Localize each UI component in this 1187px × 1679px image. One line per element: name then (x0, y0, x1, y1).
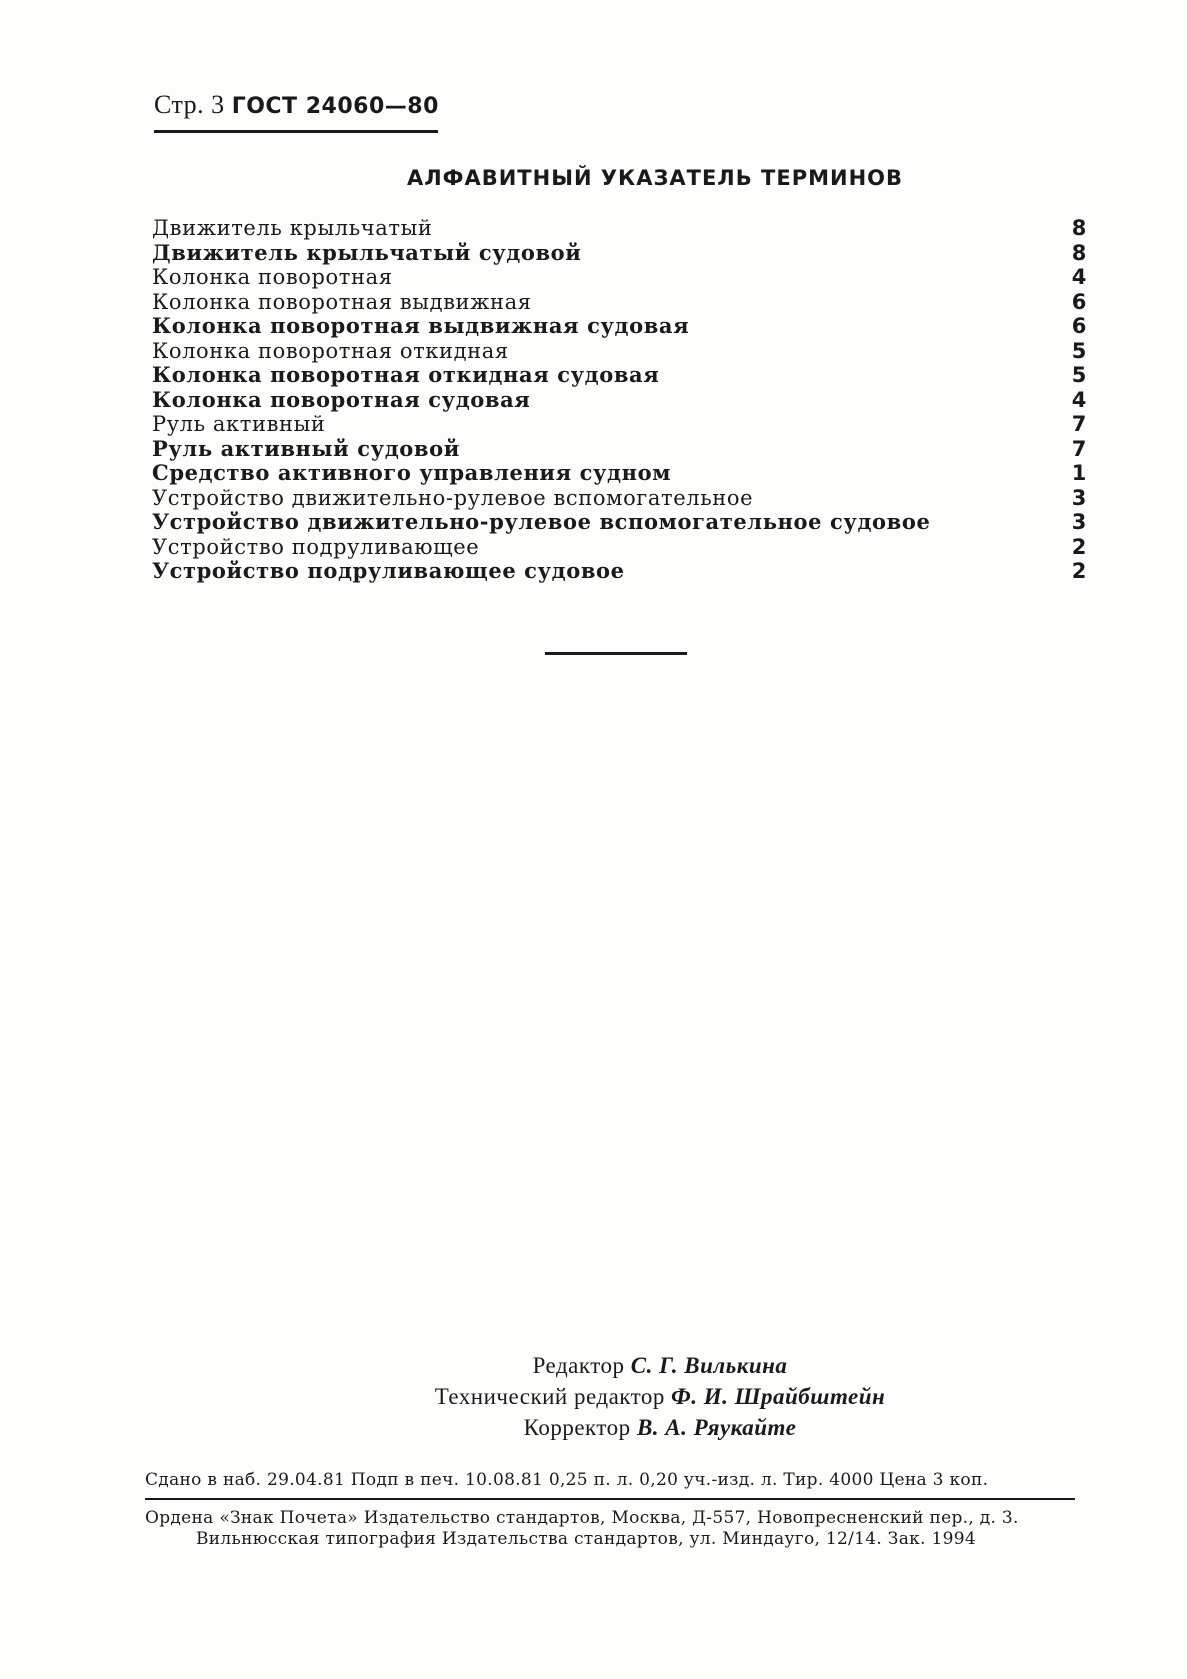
index-term: Колонка поворотная откидная (152, 338, 509, 363)
index-entry (152, 265, 1087, 290)
print-info: Сдано в наб. 29.04.81 Подп в печ. 10.08.81 0,25 п. л. 0,20 уч.-изд. л. Тир. 4000 Цена 3 коп. (145, 1470, 989, 1490)
credit-corrector (300, 1412, 1020, 1443)
index-entry (152, 437, 1087, 462)
index-term: Устройство движительно-рулевое вспомогательное (152, 485, 754, 510)
index-number: 8 (1071, 216, 1087, 240)
index-entry (152, 363, 1087, 388)
index-entry (152, 290, 1087, 315)
publisher-info: Ордена «Знак Почета» Издательство стандартов, Москва, Д-557, Новопресненский пер., д. 3. (145, 1508, 1019, 1528)
index-entry (152, 510, 1087, 535)
header-rule (154, 130, 438, 133)
credit-editor (300, 1350, 1020, 1381)
index-entry (152, 486, 1087, 511)
corrector-role: Корректор (523, 1415, 631, 1440)
printer-info: Вильнюсская типография Издательства стандартов, ул. Миндауго, 12/14. Зак. 1994 (196, 1529, 976, 1549)
index-term: Руль активный (152, 412, 326, 436)
index-term: Устройство движительно-рулевое вспомогательное судовое (152, 509, 931, 534)
editor-role: Редактор (532, 1353, 625, 1378)
index-term: Колонка поворотная судовая (152, 386, 531, 412)
tech-editor-name: Ф. И. Шрайбштейн (671, 1384, 886, 1409)
editor-name: С. Г. Вилькина (630, 1353, 788, 1378)
index-number: 2 (1071, 559, 1087, 583)
credit-tech-editor (300, 1381, 1020, 1412)
index-term: Движитель крыльчатый (152, 216, 433, 240)
index-term: Колонка поворотная выдвижная судовая (152, 313, 690, 338)
index-term: Устройство подруливающее судовое (152, 558, 625, 583)
imprint-rule (145, 1498, 1075, 1500)
index-number: 5 (1071, 363, 1087, 387)
index-number: 6 (1071, 314, 1087, 338)
index-entry (152, 388, 1087, 413)
index-term: Колонка поворотная (152, 265, 393, 289)
index-entry (152, 535, 1087, 560)
index-number: 6 (1071, 289, 1087, 314)
index-entry (152, 241, 1087, 266)
index-term: Устройство подруливающее (152, 534, 480, 559)
index-entry (152, 412, 1087, 437)
index-number: 2 (1071, 534, 1087, 559)
index-term: Средство активного управления судном (152, 460, 672, 485)
index-number: 3 (1071, 485, 1087, 510)
index-term: Колонка поворотная выдвижная (152, 289, 532, 314)
index-entry (152, 314, 1087, 339)
page-header (154, 90, 439, 120)
index-number: 4 (1071, 387, 1087, 412)
index-number: 5 (1071, 338, 1087, 363)
index-number: 7 (1071, 412, 1087, 436)
terms-index (152, 216, 1087, 584)
index-number: 4 (1071, 265, 1087, 289)
index-entry (152, 216, 1087, 241)
index-number: 8 (1071, 240, 1087, 265)
index-entry (152, 339, 1087, 364)
index-term: Колонка поворотная откидная судовая (152, 362, 660, 387)
index-number: 1 (1071, 461, 1087, 485)
credits (300, 1350, 1020, 1443)
index-number: 3 (1071, 510, 1087, 534)
standard-number: ГОСТ 24060—80 (231, 94, 439, 119)
index-number: 7 (1071, 436, 1087, 461)
tech-editor-role: Технический редактор (434, 1384, 665, 1409)
index-entry (152, 559, 1087, 584)
corrector-name: В. А. Ряукайте (636, 1415, 797, 1440)
index-term: Движитель крыльчатый судовой (152, 239, 582, 265)
index-term: Руль активный судовой (152, 435, 460, 461)
index-entry (152, 461, 1087, 486)
page-label: Стр. 3 (154, 90, 225, 119)
index-title: АЛФАВИТНЫЙ УКАЗАТЕЛЬ ТЕРМИНОВ (406, 166, 904, 190)
section-divider (545, 652, 687, 655)
